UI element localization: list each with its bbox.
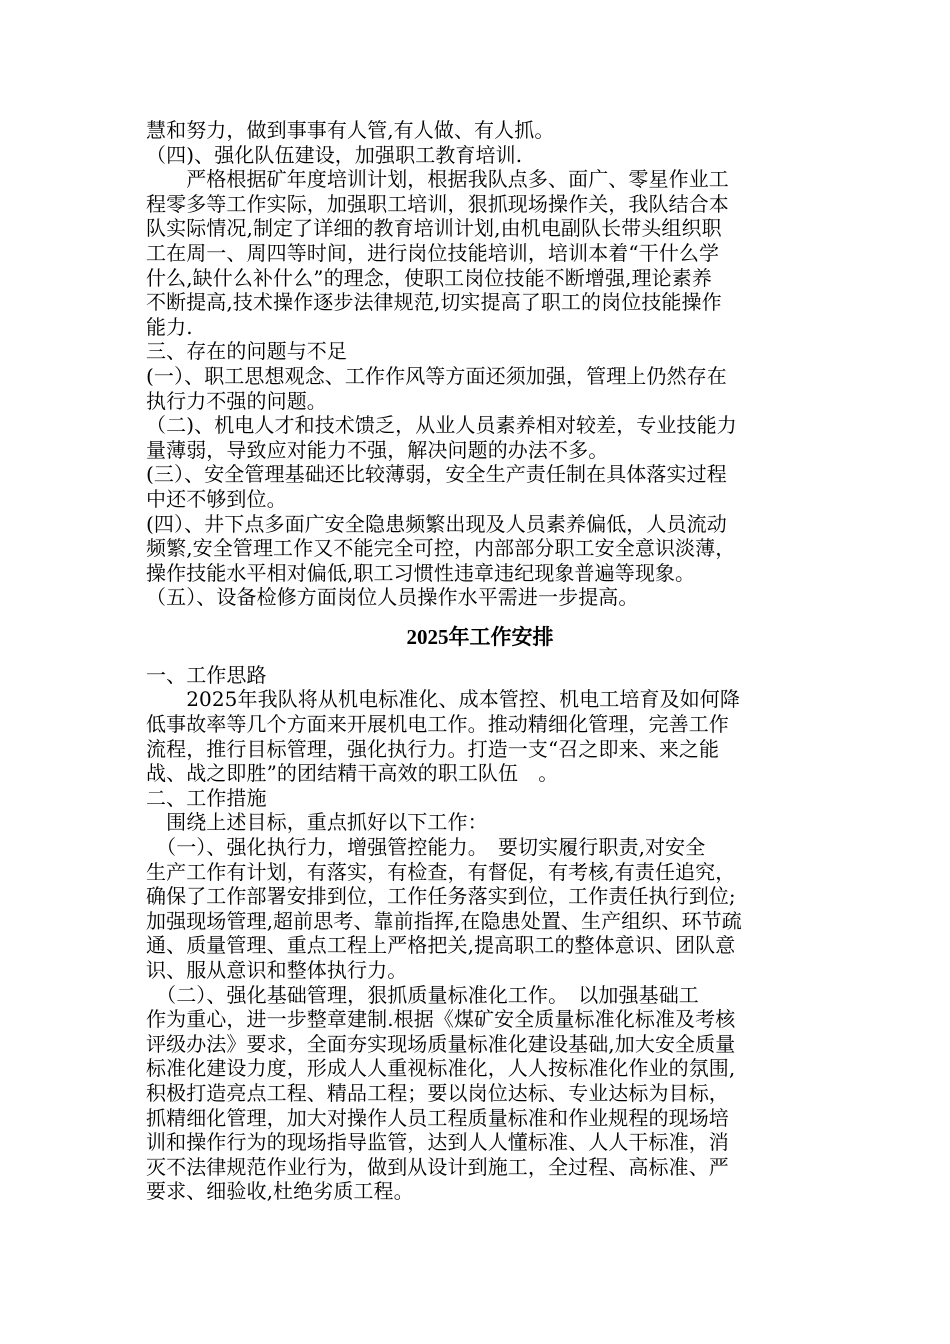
- text-line: 不断提高,技术操作逐步法律规范,切实提高了职工的岗位技能操作: [146, 290, 722, 315]
- subheading-line: 二、工作措施: [146, 785, 267, 810]
- text-line: 2025年我队将从机电标准化、成本管控、机电工培育及如何降: [146, 687, 740, 712]
- text-line: 流程，推行目标管理，强化执行力。打造一支“召之即来、来之能: [146, 736, 720, 761]
- text-line: 作为重心，进一步整章建制.根据《煤矿安全质量标准化标准及考核: [146, 1007, 736, 1032]
- text-line: 加强现场管理,超前思考、靠前指挥,在隐患处置、生产组织、环节疏: [146, 908, 742, 933]
- text-line: 频繁,安全管理工作又不能完全可控，内部部分职工安全意识淡薄，: [146, 536, 736, 561]
- text-line: 操作技能水平相对偏低,职工习惯性违章违纪现象普遍等现象。: [146, 560, 696, 585]
- text-line: (四）、井下点多面广安全隐患频繁出现及人员素养偏低，人员流动: [146, 511, 727, 536]
- text-line: 执行力不强的问题。: [146, 388, 327, 413]
- text-line: 识、服从意识和整体执行力。: [146, 958, 408, 982]
- text-line: 什么,缺什么补什么”的理念，使职工岗位技能不断增强,理论素养: [146, 265, 712, 290]
- body-section-one: [146, 118, 814, 610]
- text-line: 灭不法律规范作业行为，做到从设计到施工，全过程、高标准、严: [146, 1154, 729, 1179]
- text-line: 确保了工作部署安排到位，工作任务落实到位，工作责任执行到位;: [146, 884, 736, 909]
- subheading-line: （四)、强化队伍建设，加强职工教育培训.: [146, 142, 523, 167]
- document-page: [146, 118, 814, 1204]
- text-line: 围绕上述目标，重点抓好以下工作：: [146, 810, 488, 835]
- text-line: 工在周一、周四等时间，进行岗位技能培训，培训本着“干什么学: [146, 240, 720, 265]
- text-line: （二)、机电人才和技术馈乏，从业人员素养相对较差，专业技能力: [146, 413, 737, 438]
- text-line: 通、质量管理、重点工程上严格把关,提高职工的整体意识、团队意: [146, 933, 736, 958]
- text-line: 严格根据矿年度培训计划，根据我队点多、面广、零星作业工: [146, 167, 729, 192]
- text-line: 抓精细化管理，加大对操作人员工程质量标准和作业规程的现场培: [146, 1105, 729, 1130]
- text-line: (一）、职工思想观念、工作作风等方面还须加强，管理上仍然存在: [146, 363, 727, 388]
- text-line: 低事故率等几个方面来开展机电工作。推动精细化管理，完善工作: [146, 712, 729, 737]
- text-line: 要求、细验收,杜绝劣质工程。: [146, 1179, 414, 1204]
- text-line: 标准化建设力度，形成人人重视标准化，人人按标准化作业的氛围,: [146, 1056, 736, 1081]
- text-line: 评级办法》要求，全面夯实现场质量标准化建设基础,加大安全质量: [146, 1031, 736, 1056]
- subheading-line: 一、工作思路: [146, 662, 267, 687]
- text-line: 队实际情况,制定了详细的教育培训计划,由机电副队长带头组织职: [146, 216, 722, 241]
- text-line: 战、战之即胜”的团结精干高效的职工队伍 。: [146, 761, 559, 786]
- text-line: （一）、强化执行力，增强管控能力。 要切实履行职责,对安全: [146, 835, 706, 860]
- text-line: （五）、设备检修方面岗位人员操作水平需进一步提高。: [146, 585, 639, 610]
- text-line: 程零多等工作实际，加强职工培训，狠抓现场操作关，我队结合本: [146, 191, 729, 216]
- text-line: 训和操作行为的现场指导监管，达到人人懂标准、人人干标准，消: [146, 1130, 729, 1155]
- section-title: 2025年工作安排: [406, 624, 554, 649]
- subheading-line: 三、存在的问题与不足: [146, 339, 347, 364]
- text-line: 慧和努力，做到事事有人管,有人做、有人抓。: [146, 118, 555, 142]
- text-line: 中还不够到位。: [146, 486, 287, 511]
- text-line: 能力.: [146, 314, 193, 339]
- text-line: (三）、安全管理基础还比较薄弱，安全生产责任制在具体落实过程: [146, 462, 727, 487]
- text-line: （二）、强化基础管理，狠抓质量标准化工作。 以加强基础工: [146, 982, 699, 1007]
- text-line: 生产工作有计划，有落实，有检查，有督促，有考核,有责任追究，: [146, 859, 736, 884]
- body-section-two: [146, 663, 814, 1204]
- text-line: 积极打造亮点工程、精品工程；要以岗位达标、专业达标为目标，: [146, 1080, 729, 1105]
- text-line: 量薄弱，导致应对能力不强，解决问题的办法不多。: [146, 437, 609, 462]
